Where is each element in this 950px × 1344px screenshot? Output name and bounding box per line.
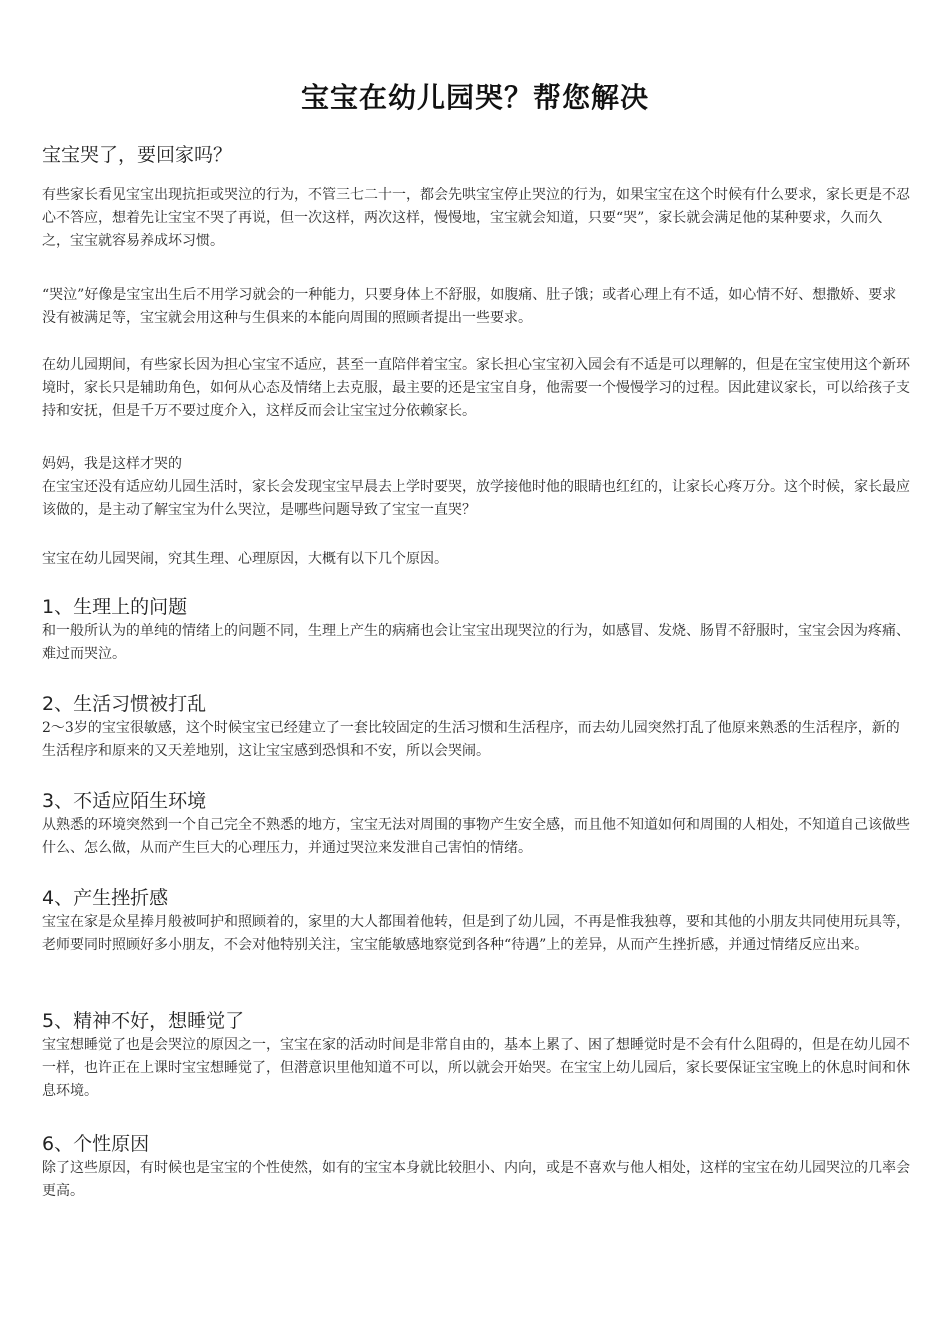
section-text-6: 除了这些原因，有时候也是宝宝的个性使然，如有的宝宝本身就比较胆小、内向，或是不喜欢与他人相处，这样的宝宝在幼儿园哭泣的几率会更高。 [42,1160,910,1199]
section-text-1: 和一般所认为的单纯的情绪上的问题不同，生理上产生的病痛也会让宝宝出现哭泣的行为，如感冒、发烧、肠胃不舒服时，宝宝会因为疼痛、难过而哭泣。 [42,623,910,662]
section-text-2: 2～3岁的宝宝很敏感，这个时候宝宝已经建立了一套比较固定的生活习惯和生活程序，而去幼儿园突然打乱了他原来熟悉的生活程序，新的生活程序和原来的又天差地别，这让宝宝感到恐惧和不安，所以会哭闹。 [42,720,900,759]
section-heading-2: 2、生活习惯被打乱 [42,693,207,715]
intro-paragraph-2: “哭泣”好像是宝宝出生后不用学习就会的一种能力，只要身体上不舒服，如腹痛、肚子饿；或者心理上有不适，如心情不好、想撒娇、要求没有被满足等，宝宝就会用这种与生俱来的本能向周围的照顾者提出一些要求。 [42,287,897,326]
section-heading-4: 4、产生挫折感 [42,887,169,909]
intro-paragraph-5: 宝宝在幼儿园哭闹，究其生理、心理原因，大概有以下几个原因。 [42,551,448,567]
section-heading-6: 6、个性原因 [42,1133,150,1155]
document-title: 宝宝在幼儿园哭？帮您解决 [300,81,649,114]
intro-paragraph-4: 在宝宝还没有适应幼儿园生活时，家长会发现宝宝早晨去上学时要哭，放学接他时他的眼睛也红红的，让家长心疼万分。这个时候，家长最应该做的，是主动了解宝宝为什么哭泣，是哪些问题导致了宝宝一直哭？ [42,479,910,518]
mom-heading-line: 妈妈，我是这样才哭的 [42,456,182,472]
section-heading-5: 5、精神不好，想睡觉了 [42,1010,245,1032]
document-subtitle: 宝宝哭了，要回家吗？ [42,144,233,166]
intro-paragraph-1: 有些家长看见宝宝出现抗拒或哭泣的行为，不管三七二十一，都会先哄宝宝停止哭泣的行为，如果宝宝在这个时候有什么要求，家长更是不忍心不答应，想着先让宝宝不哭了再说，但一次这样，两次这样，慢慢地，宝宝就会知道，只要“哭”，家长就会满足他的某种要求，久而久之，宝宝就容易养成坏习惯。 [42,187,910,249]
section-heading-1: 1、生理上的问题 [42,596,188,618]
section-heading-3: 3、不适应陌生环境 [42,790,207,812]
intro-paragraph-3: 在幼儿园期间，有些家长因为担心宝宝不适应，甚至一直陪伴着宝宝。家长担心宝宝初入园会有不适是可以理解的，但是在宝宝使用这个新环境时，家长只是辅助角色，如何从心态及情绪上去克服，最主要的还是宝宝自身，他需要一个慢慢学习的过程。因此建议家长，可以给孩子支持和安抚，但是千万不要过度介入，这样反而会让宝宝过分依赖家长。 [42,357,910,419]
section-text-4: 宝宝在家是众星捧月般被呵护和照顾着的，家里的大人都围着他转，但是到了幼儿园，不再是惟我独尊，要和其他的小朋友共同使用玩具等，老师要同时照顾好多小朋友，不会对他特别关注，宝宝能敏感地察觉到各种“待遇”上的差异，从而产生挫折感，并通过情绪反应出来。 [42,914,910,953]
section-text-3: 从熟悉的环境突然到一个自己完全不熟悉的地方，宝宝无法对周围的事物产生安全感，而且他不知道如何和周围的人相处，不知道自己该做些什么、怎么做，从而产生巨大的心理压力，并通过哭泣来发泄自己害怕的情绪。 [42,817,910,856]
section-text-5: 宝宝想睡觉了也是会哭泣的原因之一，宝宝在家的活动时间是非常自由的，基本上累了、困了想睡觉时是不会有什么阻碍的，但是在幼儿园不一样，也许正在上课时宝宝想睡觉了，但潜意识里他知道不可以，所以就会开始哭。在宝宝上幼儿园后，家长要保证宝宝晚上的休息时间和休息环境。 [42,1037,910,1099]
